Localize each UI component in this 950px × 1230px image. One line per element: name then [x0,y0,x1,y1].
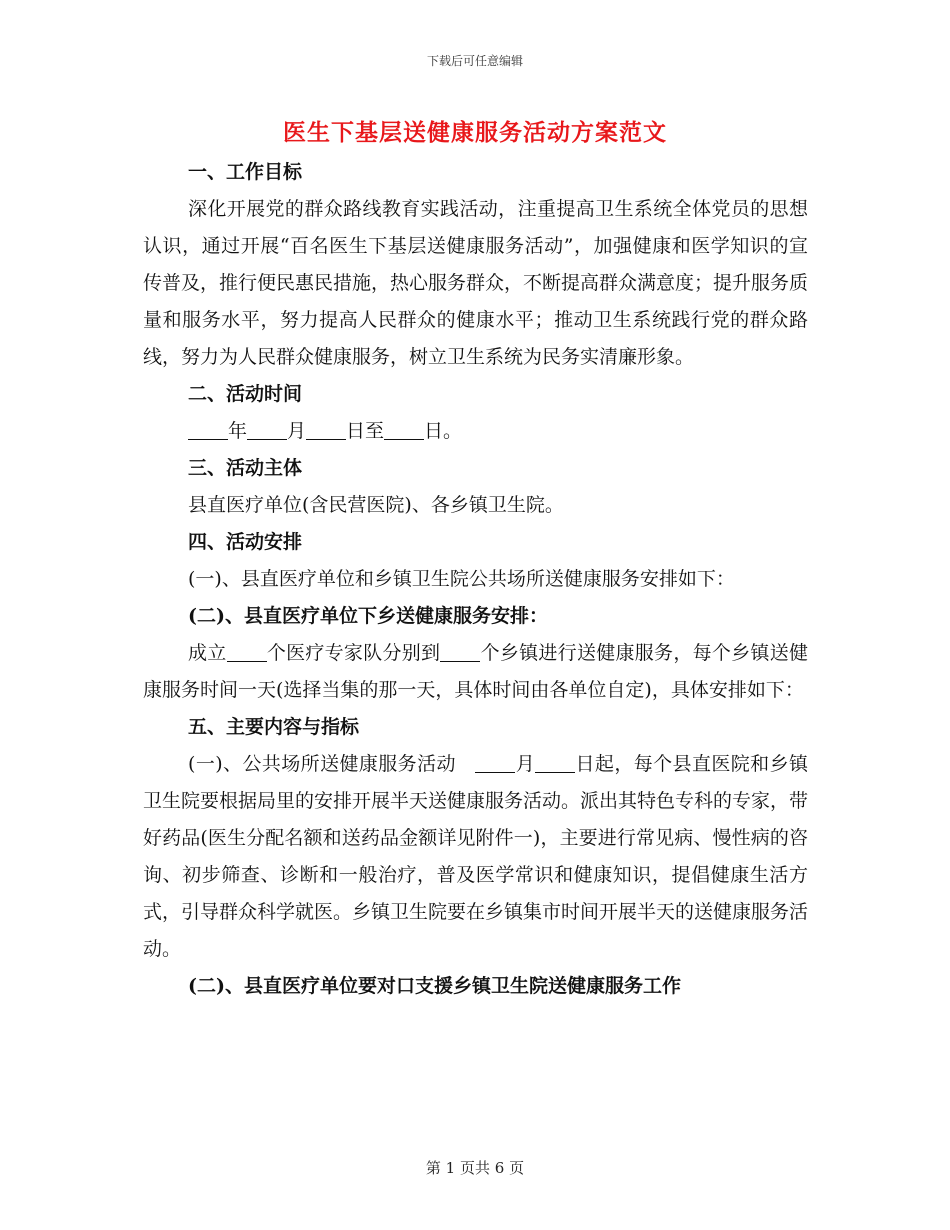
document-title: 医生下基层送健康服务活动方案范文 [283,119,667,146]
blank-line [535,754,575,773]
text-span: 月 [515,753,536,775]
section-4-paragraph [143,635,808,709]
page-footer: 第 1 页共 6 页 [425,1159,525,1177]
year-label: 年 [228,420,248,442]
page-header: 下载后可任意编辑 [426,54,523,68]
section-heading-5: 五、主要内容与指标 [188,716,360,738]
blank-line [188,421,228,440]
blank-line [475,754,515,773]
section-4-item-2: (二)、县直医疗单位下乡送健康服务安排： [188,605,548,627]
section-heading-2: 二、活动时间 [188,383,303,405]
blank-line [306,421,346,440]
section-paragraph-1: 深化开展党的群众路线教育实践活动，注重提高卫生系统全体党员的思想认识，通过开展“百名医生下基层送健康服务活动”，加强健康和医学知识的宣传普及，推行便民惠民措施，热心服务群众，不断提高群众满意度；提升服务质量和服务水平，努力提高人民群众的健康水平；推动卫生系统践行党的群众路线，努力为人民群众健康服务，树立卫生系统为民务实清廉形象。 [143,198,809,368]
section-5-item-2: (二)、县直医疗单位要对口支援乡镇卫生院送健康服务工作 [188,975,681,997]
section-5-paragraph [143,746,808,968]
text-span: 成立 [188,642,227,664]
month-label: 月 [287,420,307,442]
blank-line [440,643,480,662]
text-span: 日起，每个县直医院和乡镇卫生院要根据局里的安排开展半天送健康服务活动。派出其特色专科的专家，带好药品(医生分配名额和送药品金额详见附件一)，主要进行常见病、慢性病的咨询、初步筛查、诊断和一般治疗，普及医学常识和健康知识，提倡健康生活方式，引导群众科学就医。乡镇卫生院要在乡镇集市时间开展半天的送健康服务活动。 [143,753,809,960]
day-to-label: 日至 [346,420,385,442]
text-span: 个乡镇进行送健康服务，每个乡镇送健康服务时间一天(选择当集的那一天，具体时间由各单位自定)，具体安排如下： [143,642,808,701]
blank-line [384,421,424,440]
text-span: (一)、公共场所送健康服务活动 [188,753,476,775]
blank-line [227,643,267,662]
document-body [143,154,808,1005]
blank-line [247,421,287,440]
section-4-item-1: (一)、县直医疗单位和乡镇卫生院公共场所送健康服务安排如下： [188,568,735,590]
section-heading-3: 三、活动主体 [188,457,303,479]
section-paragraph-3: 县直医疗单位(含民营医院)、各乡镇卫生院。 [188,494,564,516]
section-heading-4: 四、活动安排 [188,531,303,553]
text-span: 个医疗专家队分别到 [266,642,441,664]
day-end-label: 日。 [424,420,463,442]
activity-time-line [143,413,808,450]
section-heading-1: 一、工作目标 [188,161,303,183]
